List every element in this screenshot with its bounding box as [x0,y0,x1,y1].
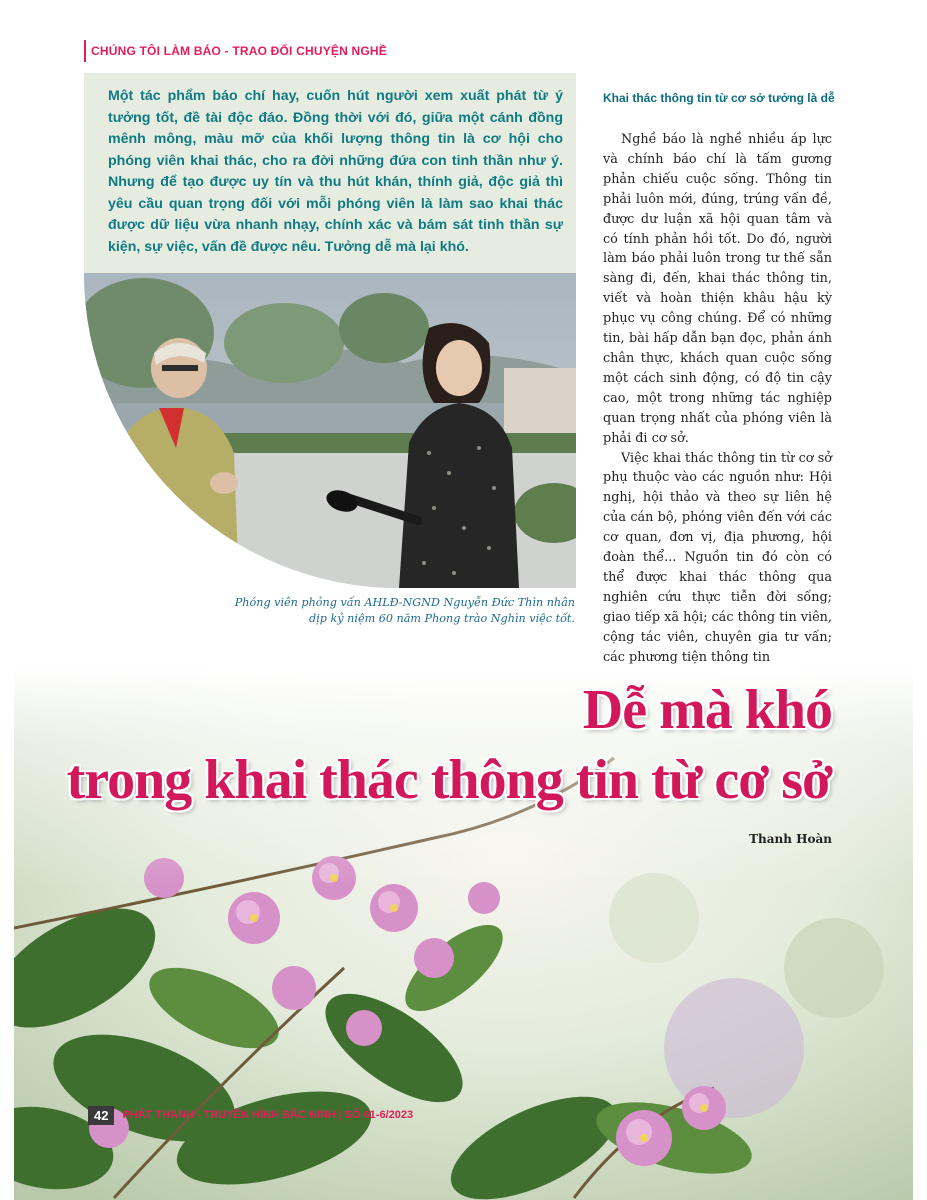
section-header: CHÚNG TÔI LÀM BÁO - TRAO ĐỔI CHUYỆN NGHỀ [84,40,387,62]
page-number: 42 [88,1106,114,1125]
issue-number: SỐ 01-6/2023 [344,1109,414,1121]
photo-caption: Phóng viên phỏng vấn AHLĐ-NGND Nguyễn Đức Thìn nhân dịp kỷ niệm 60 năm Phong trào Nghìn việc tốt. [234,596,575,625]
intro-paragraph: Một tác phẩm báo chí hay, cuốn hút người xem xuất phát từ ý tưởng tốt, đề tài độc đáo. Đồng thời với đó, giữa một cánh đồng mênh mông, màu mỡ của khối lượng thông tin là cơ hội cho phóng viên khai thác, cho ra đời những đứa con tinh thần như ý. Nhưng để tạo được uy tín và thu hút khán, thính giả, độc giả thì yêu cầu quan trọng đối với mỗi phóng viên là làm sao khai thác được dữ liệu vừa nhanh nhạy, chính xác và bám sát tinh thần sự kiện, sự việc, vấn đề được nêu. Tưởng dễ mà lại khó. [108,88,563,255]
footer-separator: | [338,1109,342,1121]
page-footer [88,1104,413,1126]
publication-name: PHÁT THANH - TRUYỀN HÌNH BẮC NINH [122,1109,336,1121]
author-name: Thanh Hoàn [749,832,832,846]
interview-photo [84,273,576,588]
body-paragraph: Việc khai thác thông tin từ cơ sở phụ thuộc vào các nguồn như: Hội nghị, hội thảo và theo sự liên hệ của cán bộ, phóng viên đến với các cơ quan, đơn vị, địa phương, hội đoàn thể... Nguồn tin đó còn có thể được khai thác thông qua nghiên cứu thực tiễn đời sống; giao tiếp xã hội; các thông tin viên, cộng tác viên, chuyên gia tư vấn; các phương tiện thông tin [603,450,832,665]
article-title-line-2: trong khai thác thông tin từ cơ sở [66,749,832,811]
column-heading: Khai thác thông tin từ cơ sở tưởng là dễ [603,91,835,105]
body-paragraph: Nghề báo là nghề nhiều áp lực và chính báo chí là tấm gương phản chiếu cuộc sống. Thông tin phải luôn mới, đúng, trúng vấn đề, được dư luận xã hội quan tâm và có tính phản hồi tốt. Do đó, người làm báo phải luôn trong tư thế sẵn sàng đi, đến, khai thác thông tin, viết và hoàn thiện khâu hậu kỳ phục vụ công chúng. Để có những tin, bài hấp dẫn bạn đọc, phản ánh chân thực, khách quan cuộc sống một cách sinh động, có độ tin cậy cao, một trong những tác nghiệp quan trọng nhất của phóng viên là phải đi cơ sở. [603,132,832,446]
body-text [603,130,832,667]
interview-photo-illustration [84,273,576,588]
article-title-line-1: Dễ mà khó [582,679,832,741]
